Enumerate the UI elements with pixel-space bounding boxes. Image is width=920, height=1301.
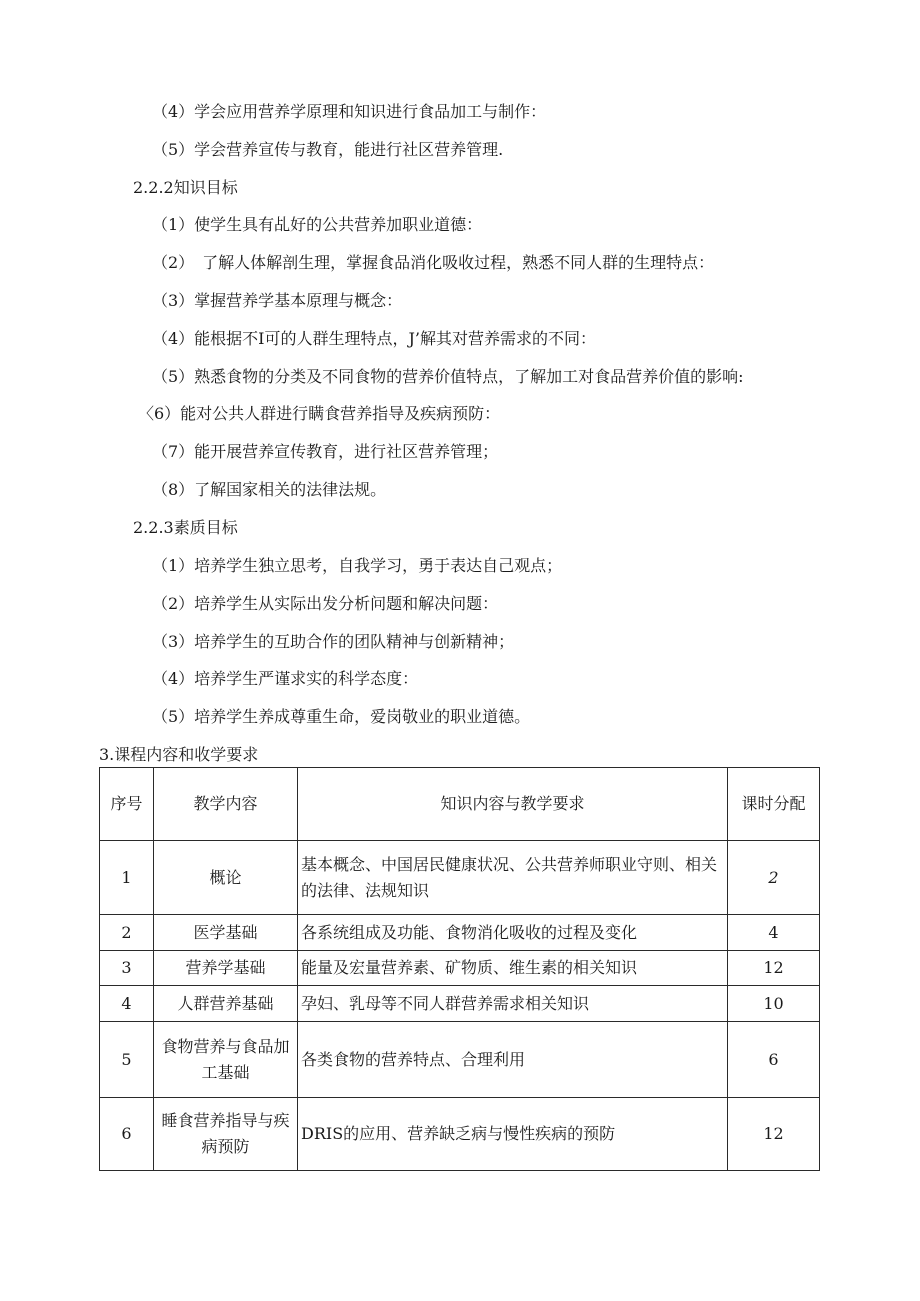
row-hours: 2: [728, 841, 820, 915]
row-num: 1: [100, 841, 154, 915]
row-hours: 4: [728, 915, 820, 951]
knowledge-heading: 2.2.2知识目标: [133, 178, 238, 197]
knowledge-item: （5）熟悉食物的分类及不同食物的营养价值特点，了解加工对食品营养价值的影响:: [152, 367, 744, 386]
row-requirements: 各类食物的营养特点、合理利用: [298, 1022, 728, 1098]
quality-item: （2）培养学生从实际出发分析问题和解决问题：: [152, 594, 499, 613]
row-topic: 营养学基础: [154, 951, 298, 986]
table-header-row: [100, 768, 820, 841]
knowledge-item: （7）能开展营养宣传教育，进行社区营养管理；: [152, 442, 499, 461]
skill-item: （4）学会应用营养学原理和知识进行食品加工与制作：: [152, 102, 547, 121]
row-requirements: 能量及宏量营养素、矿物质、维生素的相关知识: [298, 951, 728, 986]
section3-heading: 3.课程内容和收学要求: [99, 745, 259, 764]
quality-item: （1）培养学生独立思考，自我学习，勇于表达自己观点；: [152, 556, 563, 575]
table-row: [100, 915, 820, 951]
table-row: [100, 951, 820, 986]
header-num: 序号: [100, 768, 154, 841]
row-requirements: DRIS的应用、营养缺乏病与慢性疾病的预防: [298, 1098, 728, 1171]
row-topic: 概论: [154, 841, 298, 915]
table-row: [100, 986, 820, 1022]
skill-item: （5）学会营养宣传与教育，能进行社区营养管理.: [152, 140, 504, 159]
row-requirements: 孕妇、乳母等不同人群营养需求相关知识: [298, 986, 728, 1022]
knowledge-item: 〈6）能对公共人群进行瞒食营养指导及疾病预防：: [138, 404, 501, 423]
knowledge-item: （2） 了解人体解剖生理，掌握食品消化吸收过程，熟悉不同人群的生理特点：: [152, 253, 715, 272]
quality-item: （4）培养学生严谨求实的科学态度：: [152, 669, 419, 688]
table-row: [100, 1098, 820, 1171]
table-row: [100, 841, 820, 915]
row-num: 2: [100, 915, 154, 951]
knowledge-item: （1）使学生具有乩好的公共营养加职业道德：: [152, 215, 483, 234]
row-num: 4: [100, 986, 154, 1022]
row-num: 6: [100, 1098, 154, 1171]
quality-item: （5）培养学生养成尊重生命，爱岗敬业的职业道德。: [152, 707, 531, 726]
row-requirements: 基本概念、中国居民健康状况、公共营养师职业守则、相关的法律、法规知识: [298, 841, 728, 915]
course-content-table: [99, 767, 820, 1171]
quality-item: （3）培养学生的互助合作的团队精神与创新精神；: [152, 632, 515, 651]
row-requirements: 各系统组成及功能、食物消化吸收的过程及变化: [298, 915, 728, 951]
row-num: 3: [100, 951, 154, 986]
header-topic: 教学内容: [154, 768, 298, 841]
header-requirements: 知识内容与教学要求: [298, 768, 728, 841]
knowledge-item: （3）掌握营养学基本原理与概念：: [152, 291, 403, 310]
row-topic: 医学基础: [154, 915, 298, 951]
row-num: 5: [100, 1022, 154, 1098]
table-row: [100, 1022, 820, 1098]
quality-heading: 2.2.3素质目标: [133, 518, 238, 537]
row-hours: 12: [728, 1098, 820, 1171]
knowledge-item: （4）能根据不I可的人群生理特点，J’解其对营养需求的不同：: [152, 329, 597, 348]
row-hours: 6: [728, 1022, 820, 1098]
header-hours: 课时分配: [728, 768, 820, 841]
row-hours: 12: [728, 951, 820, 986]
row-topic: 人群营养基础: [154, 986, 298, 1022]
row-topic: 睡食营养指导与疾病预防: [154, 1098, 298, 1171]
row-hours: 10: [728, 986, 820, 1022]
knowledge-item: （8）了解国家相关的法律法规。: [152, 480, 387, 499]
row-topic: 食物营养与食品加工基础: [154, 1022, 298, 1098]
